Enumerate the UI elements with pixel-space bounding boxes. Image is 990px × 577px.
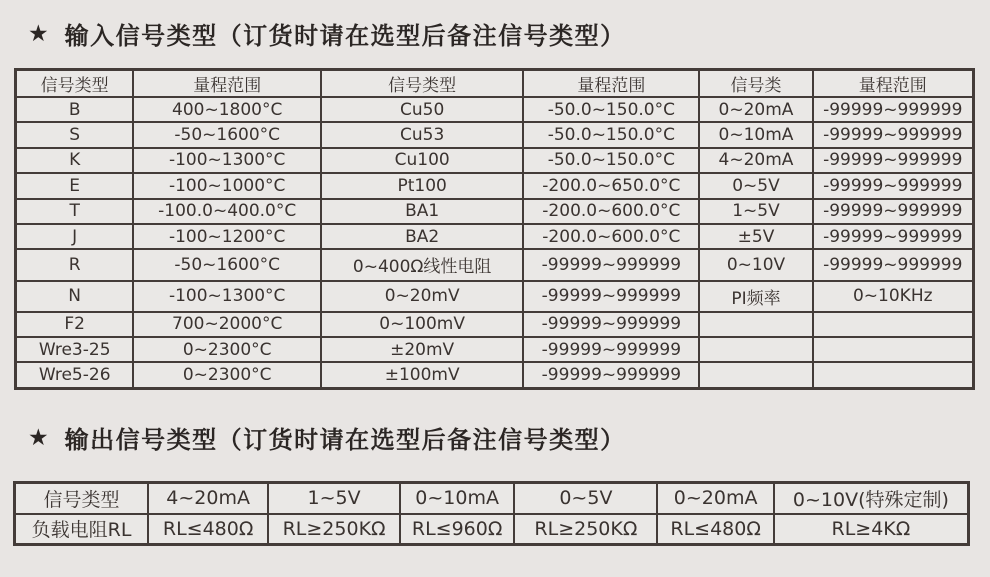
table-cell: -99999~999999: [813, 249, 974, 280]
table-row: [16, 281, 974, 312]
table-row: [16, 362, 974, 388]
table-cell: 0~5V: [514, 483, 657, 514]
table-cell: -50.0~150.0°C: [523, 97, 699, 122]
table-cell: 4~20mA: [699, 148, 812, 173]
column-header: 量程范围: [523, 70, 699, 98]
star-icon: ★: [28, 424, 49, 451]
star-icon: ★: [28, 20, 49, 47]
column-header: 量程范围: [133, 70, 321, 98]
table-cell: -50.0~150.0°C: [523, 148, 699, 173]
table-cell: 0~10V(特殊定制): [774, 483, 969, 514]
table-cell: BA1: [321, 199, 523, 224]
table-row: [16, 148, 974, 173]
table-cell: RL≤480Ω: [657, 514, 773, 545]
table-cell: -99999~999999: [813, 173, 974, 198]
table-cell: Pt100: [321, 173, 523, 198]
output-signal-table: [13, 481, 970, 546]
table-cell: BA2: [321, 224, 523, 249]
table-cell: ±20mV: [321, 337, 523, 362]
table-cell: -200.0~650.0°C: [523, 173, 699, 198]
table-cell: 0~10V: [699, 249, 812, 280]
table-cell: -99999~999999: [813, 122, 974, 147]
output-section-title: [28, 420, 626, 455]
table-cell: -99999~999999: [813, 224, 974, 249]
table-cell: 0~5V: [699, 173, 812, 198]
table-cell: S: [16, 122, 134, 147]
table-cell: [699, 312, 812, 337]
table-cell: F2: [16, 312, 134, 337]
table-cell: RL≤960Ω: [400, 514, 514, 545]
table-row: [16, 97, 974, 122]
table-cell: -50.0~150.0°C: [523, 122, 699, 147]
table-cell: J: [16, 224, 134, 249]
table-cell: 信号类型: [15, 483, 149, 514]
table-cell: -100~1000°C: [133, 173, 321, 198]
table-cell: Cu100: [321, 148, 523, 173]
input-table-header-row: [16, 70, 974, 98]
table-cell: -99999~999999: [523, 249, 699, 280]
table-cell: [699, 337, 812, 362]
table-row: [16, 173, 974, 198]
table-cell: ±100mV: [321, 362, 523, 388]
table-row: [16, 224, 974, 249]
column-header: 信号类: [699, 70, 812, 98]
table-cell: 0~2300°C: [133, 362, 321, 388]
table-cell: T: [16, 199, 134, 224]
input-table-body: [16, 97, 974, 389]
table-cell: RL≤480Ω: [148, 514, 268, 545]
table-cell: -99999~999999: [813, 148, 974, 173]
table-cell: Cu53: [321, 122, 523, 147]
table-cell: -100~1200°C: [133, 224, 321, 249]
input-section-title: [28, 16, 626, 51]
table-row: [16, 249, 974, 280]
table-cell: 1~5V: [699, 199, 812, 224]
column-header: 信号类型: [16, 70, 134, 98]
table-cell: [699, 362, 812, 388]
table-row: [15, 483, 969, 514]
table-cell: Cu50: [321, 97, 523, 122]
table-cell: [813, 312, 974, 337]
table-cell: -99999~999999: [813, 199, 974, 224]
table-row: [15, 514, 969, 545]
table-cell: RL≥250KΩ: [514, 514, 657, 545]
table-cell: 0~400Ω线性电阻: [321, 249, 523, 280]
table-cell: -50~1600°C: [133, 122, 321, 147]
table-cell: 0~100mV: [321, 312, 523, 337]
table-cell: 4~20mA: [148, 483, 268, 514]
table-cell: 0~20mA: [657, 483, 773, 514]
table-cell: Wre5-26: [16, 362, 134, 388]
table-cell: 0~10mA: [400, 483, 514, 514]
table-cell: PI频率: [699, 281, 812, 312]
table-row: [16, 337, 974, 362]
table-cell: -100.0~400.0°C: [133, 199, 321, 224]
table-cell: -200.0~600.0°C: [523, 224, 699, 249]
input-signal-table: [14, 68, 975, 390]
table-cell: 0~2300°C: [133, 337, 321, 362]
table-cell: E: [16, 173, 134, 198]
table-cell: -100~1300°C: [133, 281, 321, 312]
table-cell: K: [16, 148, 134, 173]
table-cell: [813, 362, 974, 388]
table-cell: [813, 337, 974, 362]
table-cell: 0~10KHz: [813, 281, 974, 312]
column-header: 信号类型: [321, 70, 523, 98]
table-cell: -99999~999999: [523, 281, 699, 312]
table-row: [16, 199, 974, 224]
table-cell: 700~2000°C: [133, 312, 321, 337]
table-cell: -99999~999999: [813, 97, 974, 122]
input-section-title-text: 输入信号类型（订货时请在选型后备注信号类型）: [64, 22, 626, 50]
table-row: [16, 122, 974, 147]
table-cell: -99999~999999: [523, 312, 699, 337]
table-cell: B: [16, 97, 134, 122]
output-section-title-text: 输出信号类型（订货时请在选型后备注信号类型）: [64, 426, 626, 454]
table-cell: N: [16, 281, 134, 312]
table-cell: -99999~999999: [523, 337, 699, 362]
table-cell: ±5V: [699, 224, 812, 249]
table-cell: 400~1800°C: [133, 97, 321, 122]
column-header: 量程范围: [813, 70, 974, 98]
table-cell: Wre3-25: [16, 337, 134, 362]
table-cell: R: [16, 249, 134, 280]
table-row: [16, 312, 974, 337]
table-cell: 0~20mA: [699, 97, 812, 122]
table-cell: 1~5V: [268, 483, 400, 514]
table-cell: -100~1300°C: [133, 148, 321, 173]
table-cell: RL≥250KΩ: [268, 514, 400, 545]
output-table-body: [15, 483, 969, 545]
table-cell: -50~1600°C: [133, 249, 321, 280]
table-cell: RL≥4KΩ: [774, 514, 969, 545]
table-cell: -99999~999999: [523, 362, 699, 388]
table-cell: 0~20mV: [321, 281, 523, 312]
table-cell: 负载电阻RL: [15, 514, 149, 545]
table-cell: -200.0~600.0°C: [523, 199, 699, 224]
table-cell: 0~10mA: [699, 122, 812, 147]
